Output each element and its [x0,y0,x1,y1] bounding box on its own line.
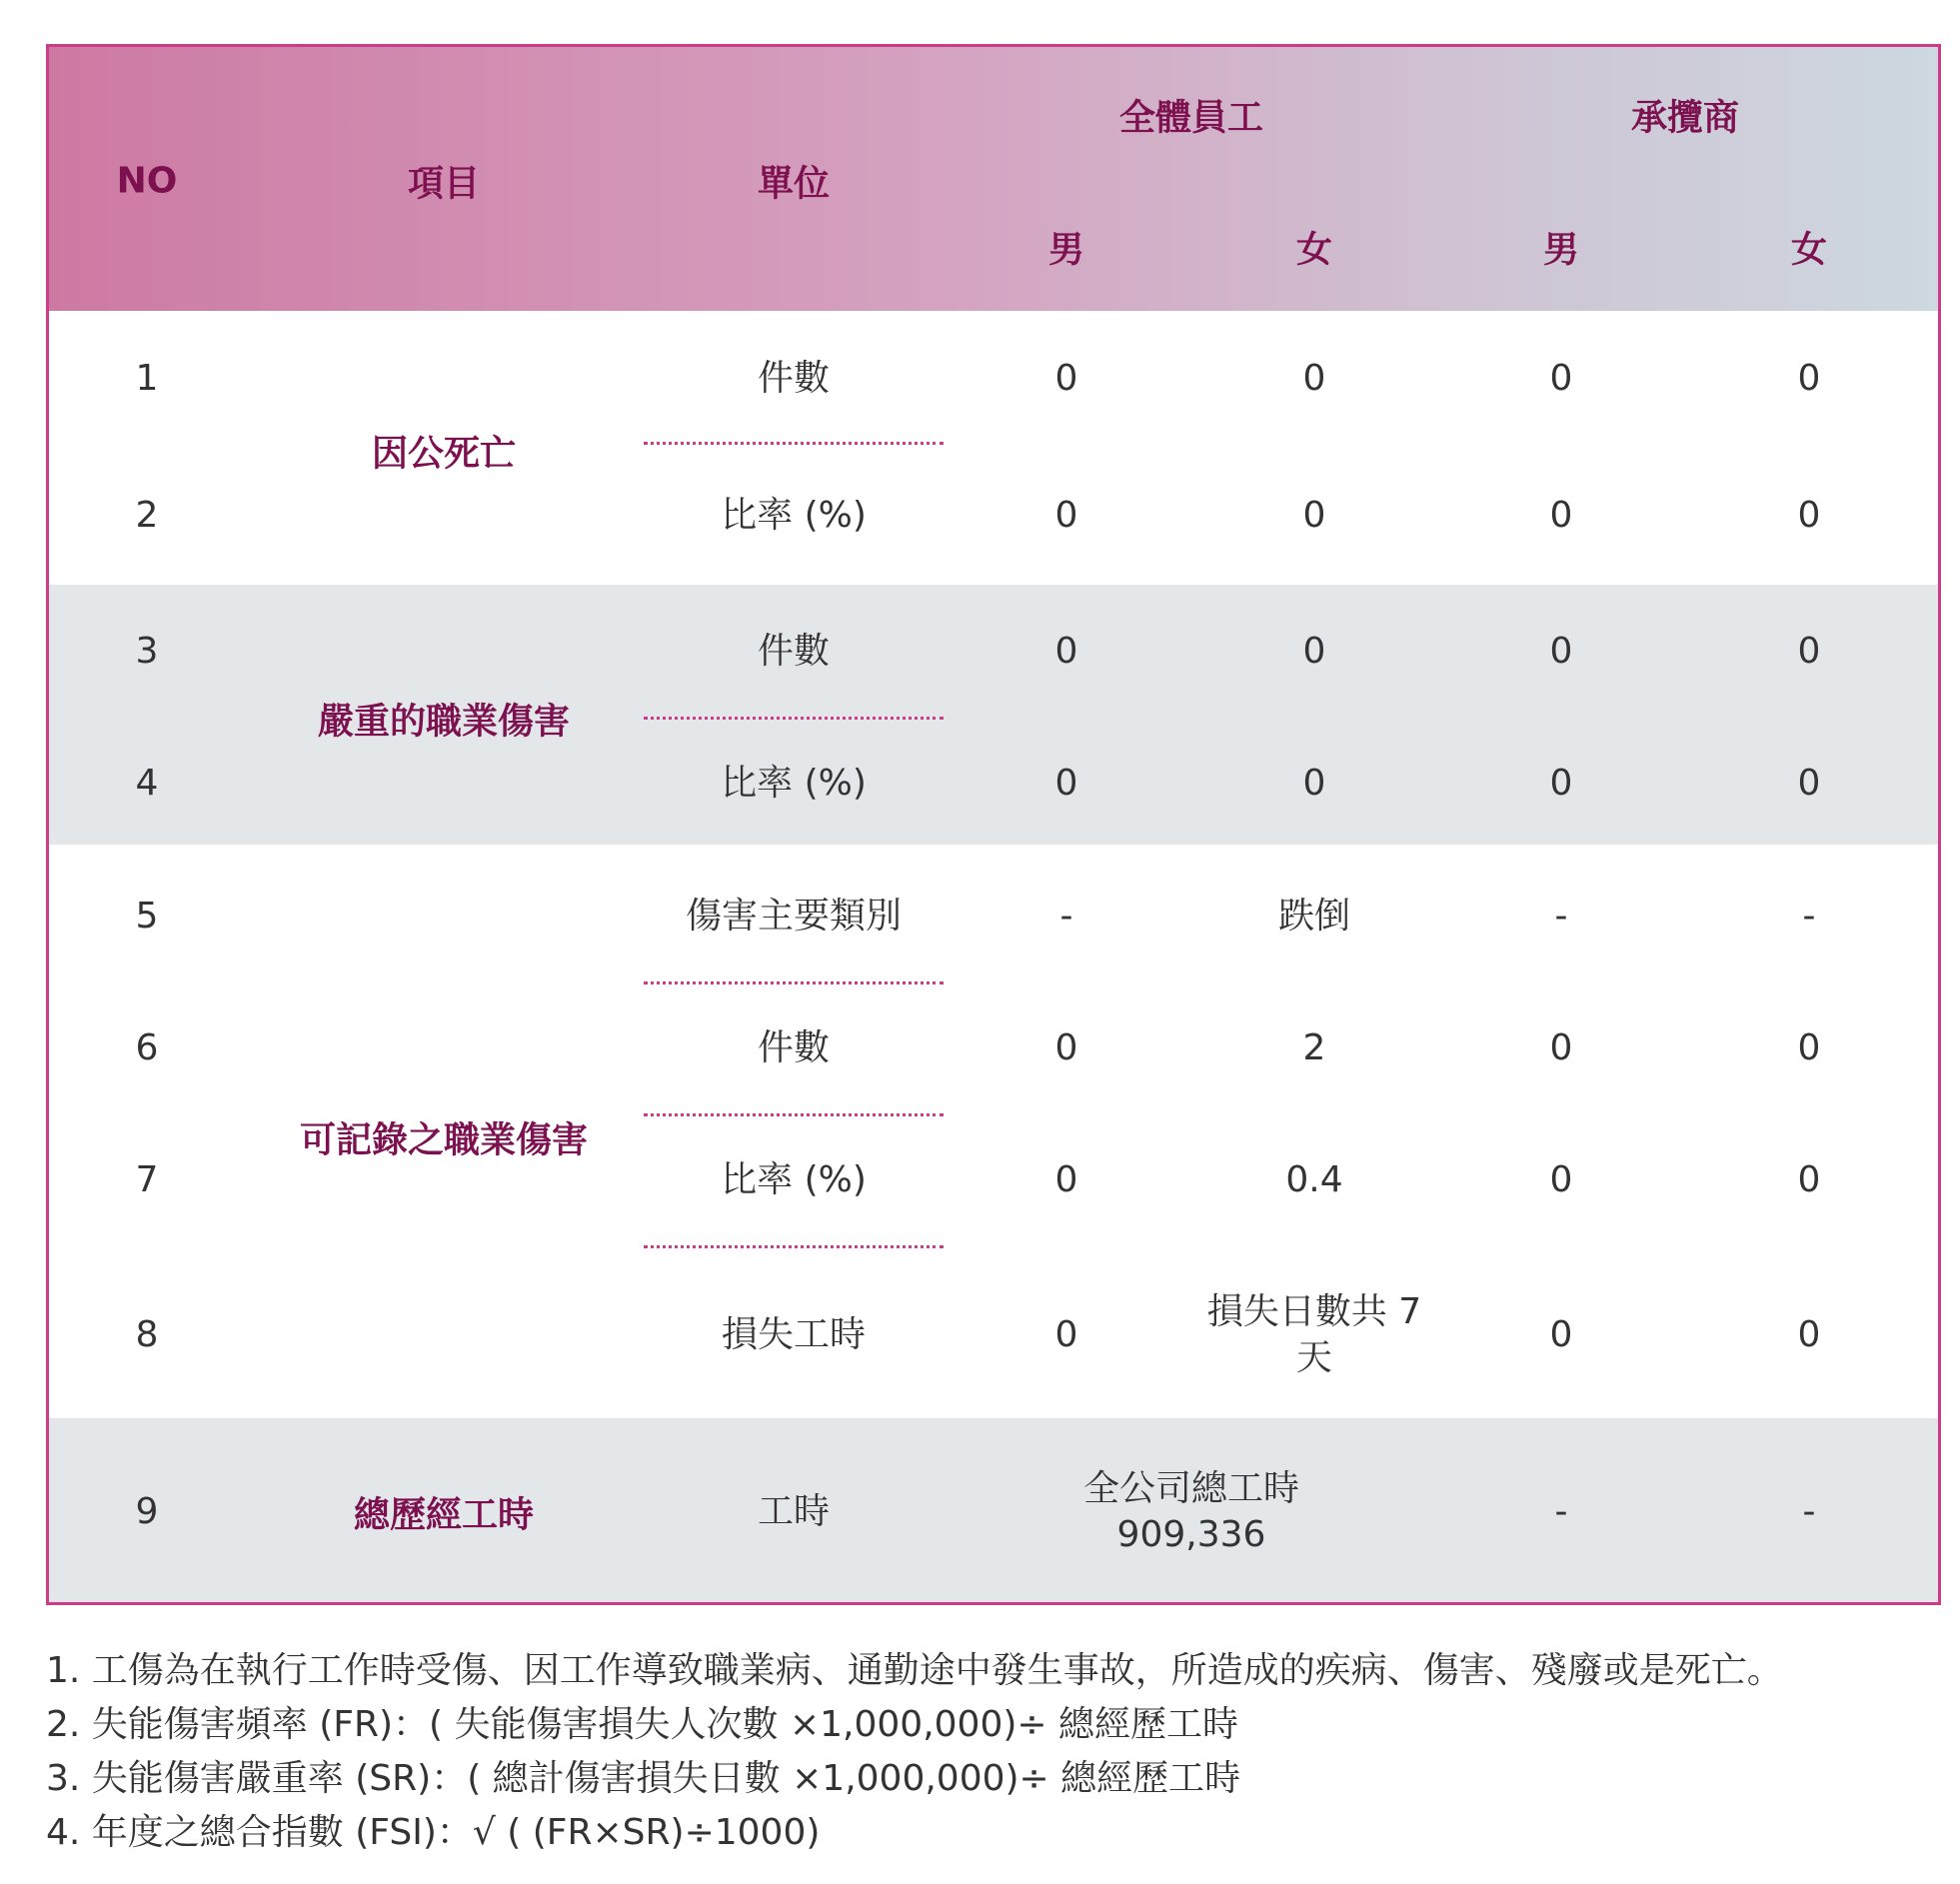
cell-employee-female: 0 [1302,763,1326,804]
group-label-fatality: 因公死亡 [371,433,517,475]
cell-contractor-male: 0 [1549,1314,1573,1355]
header-no: NO [116,160,178,202]
cell-contractor-female: 0 [1797,1159,1821,1200]
cell-employee-male: 0 [1054,1159,1078,1200]
cell-employee-male: 0 [1054,763,1078,804]
row-no: 4 [135,763,159,804]
cell-employee-female: 0 [1302,631,1326,672]
row-no: 1 [135,358,159,399]
group-band-1 [49,311,1938,585]
cell-employee-female: 2 [1302,1027,1326,1068]
cell-line: 天 [1295,1337,1333,1378]
row-unit: 件數 [757,631,831,672]
cell-employee-female: 0.4 [1285,1159,1343,1200]
header-item: 項目 [407,163,481,205]
cell-employee-female: 跌倒 [1277,896,1351,937]
cell-employee-female: 0 [1302,495,1326,536]
footnote-1: 1. 工傷為在執行工作時受傷、因工作導致職業病、通勤途中發生事故，所造成的疾病、傷害、殘廢或是死亡。 [46,1650,1783,1691]
row-unit: 件數 [757,358,831,399]
cell-contractor-male: 0 [1549,358,1573,399]
footnote-4: 4. 年度之總合指數 (FSI)：√ ( (FR×SR)÷1000) [46,1812,821,1853]
cell-contractor-male: 0 [1549,631,1573,672]
cell-contractor-female: - [1802,1491,1816,1532]
table-header [49,47,1938,311]
cell-employee-female: 0 [1302,358,1326,399]
row-no: 7 [135,1159,159,1200]
cell-employee-male: 0 [1054,1027,1078,1068]
row-unit: 比率 (%) [721,763,867,804]
cell-contractor-female: 0 [1797,1314,1821,1355]
row-divider [644,981,944,984]
row-unit: 損失工時 [721,1314,867,1355]
cell-contractor-male: 0 [1549,1159,1573,1200]
row-unit: 比率 (%) [721,1159,867,1200]
cell-contractor-male: 0 [1549,495,1573,536]
row-no: 3 [135,631,159,672]
header-employee-female: 女 [1295,229,1333,271]
footnote-2: 2. 失能傷害頻率 (FR)：( 失能傷害損失人次數 ×1,000,000)÷ 總經歷工時 [46,1704,1239,1745]
cell-contractor-female: - [1802,896,1816,937]
cell-employee-male: 0 [1054,358,1078,399]
header-employee-male: 男 [1047,229,1085,271]
cell-employee-male: - [1059,896,1073,937]
header-contractors: 承攬商 [1630,97,1740,139]
cell-contractor-female: 0 [1797,1027,1821,1068]
cell-contractor-male: 0 [1549,1027,1573,1068]
cell-line: 全公司總工時 [1082,1468,1300,1509]
cell-line: 909,336 [1116,1514,1266,1555]
row-unit: 件數 [757,1027,831,1068]
cell-employee-female [1207,1289,1421,1381]
header-unit: 單位 [757,163,831,205]
cell-employee-male: 0 [1054,631,1078,672]
footnotes [46,1644,1925,1860]
row-divider [644,1245,944,1248]
cell-contractor-female: 0 [1797,631,1821,672]
injury-statistics-table [46,44,1941,1605]
cell-line: 損失日數共 7 [1206,1291,1422,1332]
cell-employee-total [1083,1466,1299,1558]
cell-contractor-male: - [1554,896,1568,937]
header-contractor-male: 男 [1542,229,1580,271]
cell-contractor-female: 0 [1797,763,1821,804]
cell-contractor-female: 0 [1797,358,1821,399]
cell-contractor-male: - [1554,1491,1568,1532]
row-divider [644,1113,944,1116]
row-unit: 傷害主要類別 [685,896,903,937]
row-unit: 工時 [757,1491,831,1532]
row-no: 9 [135,1491,159,1532]
header-contractor-female: 女 [1790,229,1828,271]
row-divider [644,442,944,445]
group-label-serious-injury: 嚴重的職業傷害 [317,701,571,743]
cell-contractor-female: 0 [1797,495,1821,536]
group-label-recordable-injury: 可記錄之職業傷害 [299,1119,589,1161]
row-no: 2 [135,495,159,536]
row-no: 8 [135,1314,159,1355]
row-no: 5 [135,896,159,937]
row-divider [644,717,944,720]
row-unit: 比率 (%) [721,495,867,536]
header-all-employees: 全體員工 [1118,97,1264,139]
footnote-3: 3. 失能傷害嚴重率 (SR)：( 總計傷害損失日數 ×1,000,000)÷ 總經歷工時 [46,1758,1241,1799]
group-label-total-hours: 總歷經工時 [353,1494,535,1536]
cell-contractor-male: 0 [1549,763,1573,804]
cell-employee-male: 0 [1054,495,1078,536]
cell-employee-male: 0 [1054,1314,1078,1355]
group-band-4 [49,1418,1938,1602]
row-no: 6 [135,1027,159,1068]
